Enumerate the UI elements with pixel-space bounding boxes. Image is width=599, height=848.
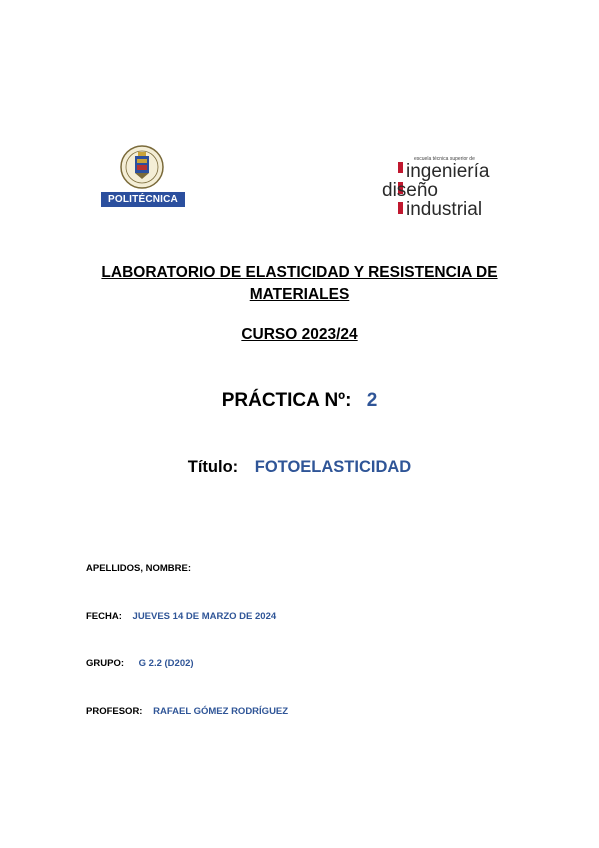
upm-label: POLITÉCNICA	[101, 192, 185, 207]
practice-label: PRÁCTICA Nº:	[221, 390, 352, 411]
fecha-field	[86, 611, 276, 622]
lab-title	[70, 262, 529, 306]
etsidi-line-3: industrial	[406, 199, 483, 220]
etsidi-red-mark	[398, 162, 403, 173]
titulo-label: Título:	[187, 458, 239, 476]
grupo-field	[86, 658, 194, 669]
profesor-value: RAFAEL GÓMEZ RODRÍGUEZ	[153, 706, 289, 717]
etsidi-line-1: ingeniería	[406, 161, 490, 182]
apellidos-field	[86, 563, 199, 574]
fecha-label: FECHA:	[86, 611, 122, 622]
etsidi-red-mark	[398, 202, 403, 214]
apellidos-label: APELLIDOS, NOMBRE:	[86, 563, 192, 574]
profesor-label: PROFESOR:	[86, 706, 143, 717]
course-heading	[0, 326, 599, 344]
fecha-value: JUEVES 14 DE MARZO DE 2024	[132, 611, 277, 622]
etsidi-logo	[374, 156, 508, 220]
title-line-1: LABORATORIO DE ELASTICIDAD Y RESISTENCIA DE	[101, 264, 498, 281]
grupo-label: GRUPO:	[86, 658, 124, 669]
etsidi-line-2: diseño	[382, 180, 438, 201]
title-line-2: MATERIALES	[249, 286, 350, 303]
titulo-heading	[0, 458, 599, 477]
upm-logo	[101, 144, 185, 214]
grupo-value: G 2.2 (D202)	[138, 658, 194, 669]
etsidi-subtitle: escuela técnica superior de	[414, 156, 475, 162]
titulo-value: FOTOELASTICIDAD	[254, 458, 412, 476]
profesor-field	[86, 706, 288, 717]
practice-heading	[0, 390, 599, 412]
course-text: CURSO 2023/24	[241, 326, 358, 343]
practice-number: 2	[366, 390, 378, 411]
crest-icon	[119, 144, 165, 190]
